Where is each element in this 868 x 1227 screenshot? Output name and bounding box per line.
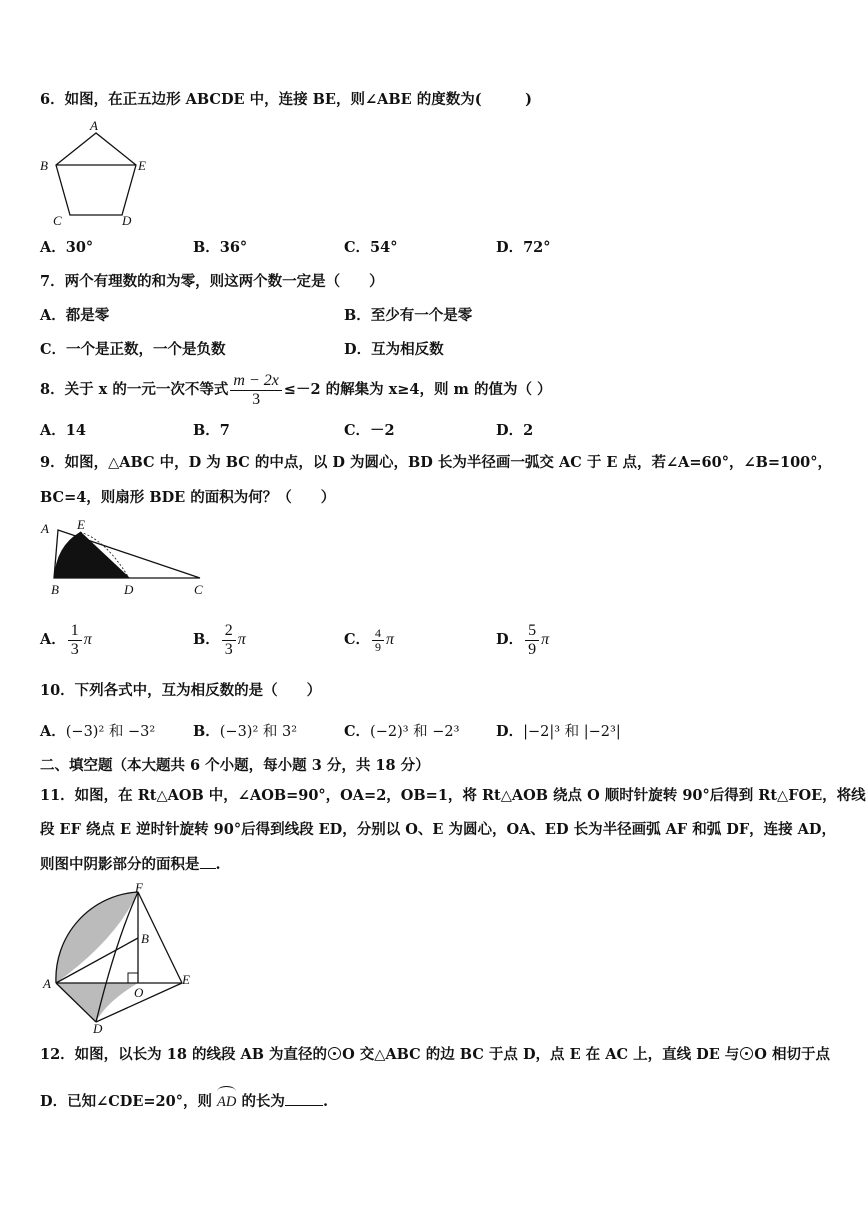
circle-dot-icon: [740, 1047, 753, 1060]
rotation-label-a: A: [43, 976, 51, 991]
q9-option-c: C． $\frac{4}{9}$ π: [344, 625, 395, 654]
q8-option-c: C．－2: [344, 422, 395, 439]
pentagon-label-b: B: [40, 158, 48, 173]
q6-option-c: C．54°: [344, 239, 398, 256]
section-heading: 二、填空题（本大题共 6 个小题，每小题 3 分，共 18 分）: [40, 757, 430, 774]
triangle-sector-figure: [36, 516, 216, 600]
rotation-figure: [40, 880, 200, 1036]
q8-option-a: A．14: [40, 422, 86, 439]
q10-option-b: B．(−3)² 和 3²: [193, 723, 298, 740]
pentagon-label-c: C: [53, 213, 62, 228]
q10-option-d: D．|−2|³ 和 |−2³|: [496, 723, 621, 740]
q9-option-b: B． $\frac{2}{3}$ π: [193, 621, 246, 658]
q8-fraction-denominator: 3: [252, 390, 261, 408]
q9-option-d: D． $\frac{5}{9}$ π: [496, 621, 550, 658]
q11-line2: 段 EF 绕点 E 逆时针旋转 90°后得到线段 ED，分别以 O、E 为圆心，OA、ED 长为半径画弧 AF 和弧 DF，连接 AD，: [40, 821, 837, 838]
q6-option-b: B．36°: [193, 239, 248, 256]
answer-blank[interactable]: [200, 854, 216, 869]
answer-blank[interactable]: [285, 1091, 323, 1106]
q10-option-a: A．(−3)² 和 −3²: [40, 723, 156, 740]
q11-line3: 则图中阴影部分的面积是 .: [40, 856, 221, 873]
pentagon-figure: [36, 118, 152, 230]
q6-stem: 6．如图，在正五边形 ABCDE 中，连接 BE，则∠ABE 的度数为( ): [40, 91, 532, 108]
rotation-label-e: E: [182, 972, 190, 987]
q8-stem-post: ≤－2 的解集为 x≥4，则 m 的值为（ ）: [283, 381, 552, 398]
q9-stem-line2: BC=4，则扇形 BDE 的面积为何？（ ）: [40, 489, 336, 506]
q8-fraction-numerator: m − 2x: [230, 372, 281, 391]
q7-option-a: A．都是零: [40, 307, 110, 324]
arc-ad-symbol: AD: [217, 1086, 236, 1112]
triangle-label-e: E: [77, 517, 85, 532]
q8-stem-pre: 8．关于 x 的一元一次不等式: [40, 381, 229, 398]
rotation-label-d: D: [93, 1021, 103, 1036]
q7-option-c: C．一个是正数，一个是负数: [40, 341, 226, 358]
q10-option-c: C．(−2)³ 和 −2³: [344, 723, 460, 740]
circle-dot-icon: [328, 1047, 341, 1060]
triangle-label-b: B: [51, 582, 59, 597]
q9-stem-line1: 9．如图，△ABC 中，D 为 BC 的中点，以 D 为圆心，BD 长为半径画一弧交 AC 于 E 点，若∠A=60°，∠B=100°，: [40, 454, 833, 471]
q7-option-d: D．互为相反数: [344, 341, 444, 358]
q8-fraction: [230, 372, 281, 409]
q10-stem: 10．下列各式中，互为相反数的是（ ）: [40, 682, 322, 699]
q8-option-d: D．2: [496, 422, 534, 439]
q7-option-b: B．至少有一个是零: [344, 307, 473, 324]
pentagon-label-e: E: [138, 158, 146, 173]
q11-line1: 11．如图，在 Rt△AOB 中，∠AOB=90°，OA=2，OB=1，将 Rt△AOB 绕点 O 顺时针旋转 90°后得到 Rt△FOE，将线: [40, 787, 866, 804]
q6-option-a: A．30°: [40, 239, 94, 256]
rotation-label-f: F: [135, 880, 143, 895]
triangle-label-d: D: [124, 582, 134, 597]
rotation-label-o: O: [134, 985, 144, 1000]
triangle-label-a: A: [41, 521, 49, 536]
q12-line2: D．已知∠CDE=20°，则 AD 的长为 .: [40, 1086, 328, 1112]
q8-option-b: B．7: [193, 422, 230, 439]
q12-line1: 12．如图，以长为 18 的线段 AB 为直径的 O 交△ABC 的边 BC 于点 D，点 E 在 AC 上，直线 DE 与 O 相切于点: [40, 1046, 830, 1063]
q6-option-d: D．72°: [496, 239, 551, 256]
pentagon-label-d: D: [122, 213, 132, 228]
pentagon-label-a: A: [90, 118, 98, 133]
q9-option-a: A． $\frac{1}{3}$ π: [40, 621, 92, 658]
q7-stem: 7．两个有理数的和为零，则这两个数一定是（ ）: [40, 273, 384, 290]
triangle-label-c: C: [194, 582, 203, 597]
q8-stem: [40, 370, 552, 410]
rotation-label-b: B: [141, 931, 149, 946]
